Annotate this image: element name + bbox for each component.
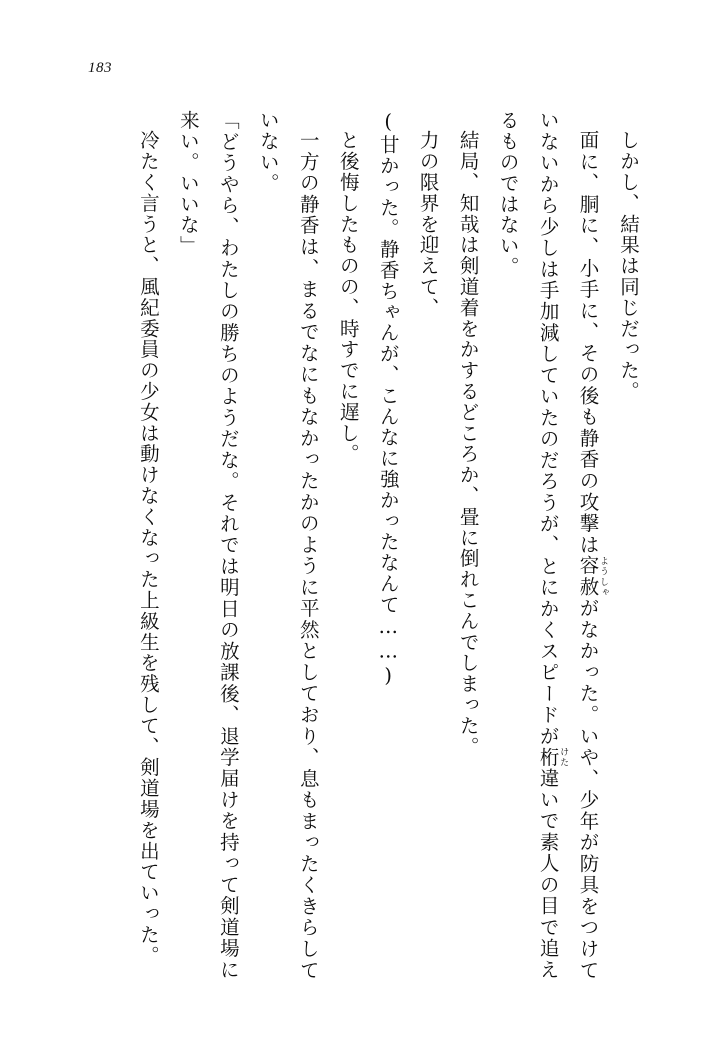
ruby-yousha: 容赦ようしゃ bbox=[576, 554, 609, 598]
paragraph-8-dialogue: 「どうやら、わたしの勝ちのようだな。それでは明日の放課後、退学届けを持って剣道場に来い。いいな」 bbox=[176, 110, 240, 980]
paragraph-2: 面に、胴に、小手に、その後も静香の攻撃は容赦ようしゃがなかった。いや、少年が防具をつけていないから少しは手加減していたのだろうが、とにかくスピードが桁けた違いで素人の目で追えるものではない。 bbox=[496, 110, 609, 981]
paragraph-7: 一方の静香は、まるでなにもなかったかのように平然としており、息もまったくきらしていない。 bbox=[256, 110, 320, 980]
paragraph-4: 力の限界を迎えて、 bbox=[416, 129, 440, 318]
page-number: 183 bbox=[88, 60, 112, 76]
paragraph-9: 冷たく言うと、風紀委員の少女は動けなくなった上級生を残して、剣道場を出ていった。 bbox=[136, 129, 160, 966]
ruby-keta: 桁けた bbox=[536, 746, 569, 769]
paragraph-6: と後悔したものの、時すでに遅し。 bbox=[336, 129, 360, 464]
paragraph-1: しかし、結果は同じだった。 bbox=[617, 129, 640, 402]
body-text bbox=[88, 110, 648, 980]
paragraph-5: (甘かった。静香ちゃんが、こんなに強かったなんて……) bbox=[376, 110, 400, 689]
paragraph-3: 結局、知哉は剣道着をかするどころか、畳に倒れこんでしまった。 bbox=[456, 129, 480, 757]
